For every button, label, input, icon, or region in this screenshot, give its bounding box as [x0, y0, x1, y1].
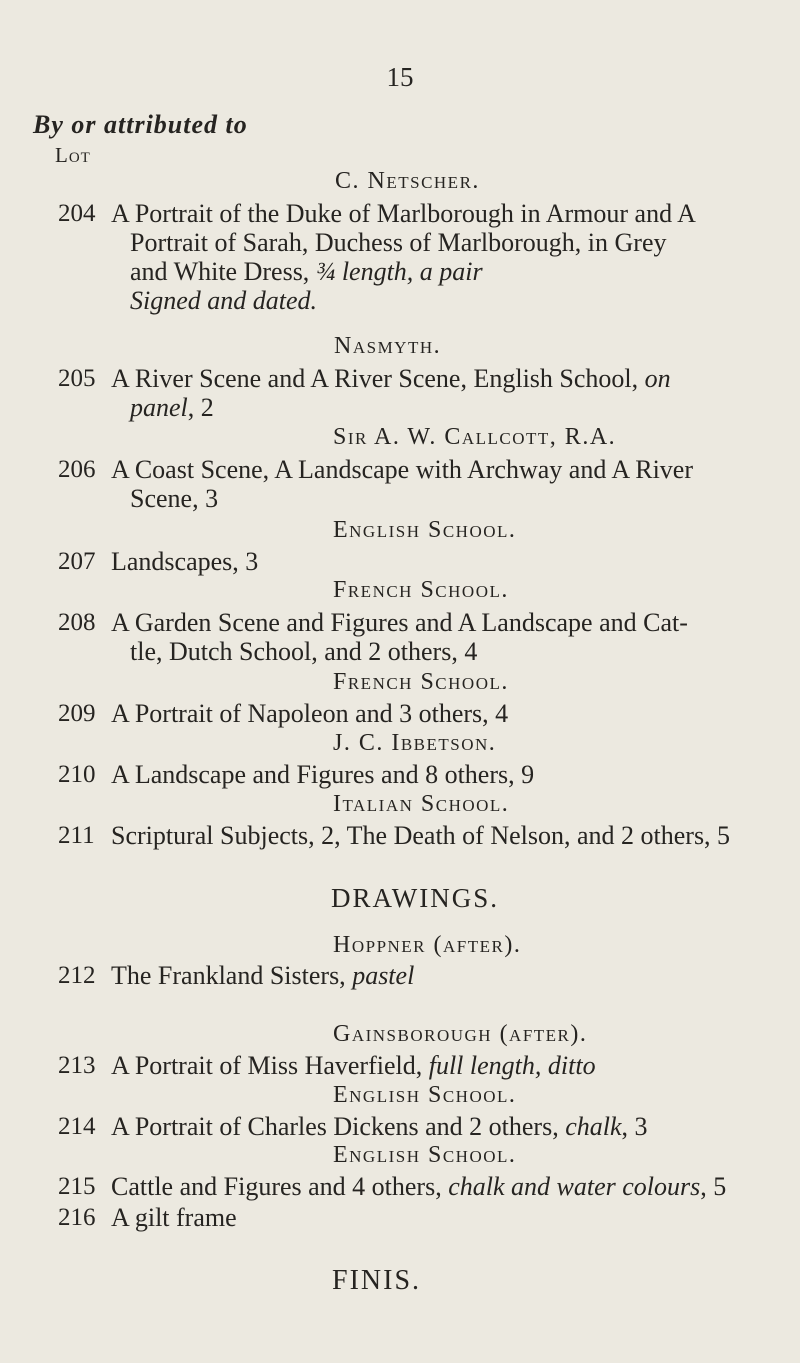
- lot-description: [111, 608, 791, 666]
- lot-medium-note: panel: [130, 393, 188, 422]
- lot-text-line: [111, 1172, 791, 1201]
- lot-text: A Portrait of Charles Dickens and 2 others,: [111, 1112, 566, 1141]
- lot-description: [111, 760, 791, 789]
- lot-text-line: A Portrait of Napoleon and 3 others, 4: [111, 699, 509, 728]
- artist-heading-italian-school: Italian School.: [333, 791, 510, 817]
- lot-number: 204: [58, 200, 96, 227]
- lot-description: [111, 1172, 791, 1201]
- lot-number: 208: [58, 609, 96, 636]
- lot-text-line: A Portrait of the Duke of Marlborough in Armour and A: [111, 199, 696, 228]
- lot-text: and White Dress,: [130, 257, 316, 286]
- lot-number: 211: [58, 822, 95, 849]
- artist-heading-french-school: French School.: [333, 577, 509, 603]
- lot-description: [111, 1112, 791, 1141]
- lot-text-line: A Garden Scene and Figures and A Landscape and Cat-: [111, 608, 688, 637]
- lot-number: 205: [58, 365, 96, 392]
- artist-heading-netscher: C. Netscher.: [335, 168, 480, 194]
- lot-text-line: A Landscape and Figures and 8 others, 9: [111, 760, 535, 789]
- lot-description: [111, 699, 791, 728]
- lot-description: [111, 821, 791, 850]
- page-heading: By or attributed to: [33, 110, 248, 139]
- artist-heading-english-school: English School.: [333, 1082, 517, 1108]
- lot-text: , 5: [700, 1172, 727, 1201]
- lot-text-line: Scriptural Subjects, 2, The Death of Nelson, and 2 others, 5: [111, 821, 731, 850]
- lot-number: 206: [58, 456, 96, 483]
- lot-text-line: [111, 961, 791, 990]
- lot-number: 212: [58, 962, 96, 989]
- lot-description: [111, 1203, 791, 1232]
- artist-heading-callcott: Sir A. W. Callcott, R.A.: [333, 424, 617, 450]
- lot-number: 213: [58, 1052, 96, 1079]
- lot-number: 215: [58, 1173, 96, 1200]
- lot-number: 210: [58, 761, 96, 788]
- artist-heading-french-school: French School.: [333, 669, 509, 695]
- lot-text-line: Scene, 3: [130, 484, 219, 513]
- lot-text-line: Portrait of Sarah, Duchess of Marlborough, in Grey: [130, 228, 667, 257]
- artist-heading-hoppner: Hoppner (after).: [333, 932, 522, 958]
- lot-description: [111, 1051, 791, 1080]
- lot-text: , 2: [187, 393, 214, 422]
- artist-heading-english-school: English School.: [333, 1142, 517, 1168]
- lot-text: A River Scene and A River Scene, English School,: [111, 364, 645, 393]
- lot-medium-note: chalk: [565, 1112, 622, 1141]
- lot-description: [111, 961, 791, 990]
- lot-text-line: [111, 393, 791, 422]
- lot-text-line: [111, 257, 791, 286]
- artist-heading-ibbetson: J. C. Ibbetson.: [333, 730, 497, 756]
- lot-text-line: [111, 1112, 791, 1141]
- lot-number: 207: [58, 548, 96, 575]
- finis-mark: FINIS.: [332, 1265, 422, 1296]
- lot-medium-note: full length, ditto: [428, 1051, 596, 1080]
- lot-text: The Frankland Sisters,: [111, 961, 353, 990]
- page-number: 15: [386, 62, 414, 92]
- lot-medium-note: pastel: [352, 961, 415, 990]
- lot-medium-note: chalk and water colours: [448, 1172, 701, 1201]
- lot-text-line: A gilt frame: [111, 1203, 237, 1232]
- lot-text-line: tle, Dutch School, and 2 others, 4: [130, 637, 478, 666]
- lot-text: A Portrait of Miss Haverfield,: [111, 1051, 429, 1080]
- lot-description: [111, 547, 791, 576]
- section-title-drawings: [0, 883, 800, 914]
- lot-number: 214: [58, 1113, 96, 1140]
- lot-medium-note: on: [644, 364, 671, 393]
- artist-heading-gainsborough: Gainsborough (after).: [333, 1021, 588, 1047]
- lot-text-line: Landscapes, 3: [111, 547, 259, 576]
- lot-text: , 3: [621, 1112, 648, 1141]
- artist-heading-nasmyth: Nasmyth.: [334, 333, 442, 359]
- lot-description: [111, 455, 791, 513]
- lot-description: [111, 199, 791, 315]
- lot-text-line: A Coast Scene, A Landscape with Archway and A River: [111, 455, 694, 484]
- lot-column-label: Lot: [55, 143, 91, 167]
- lot-number: 216: [58, 1204, 96, 1231]
- lot-number: 209: [58, 700, 96, 727]
- section-title-text: DRAWINGS.: [330, 883, 500, 913]
- lot-text-line: [111, 1051, 791, 1080]
- lot-text-line: [111, 364, 791, 393]
- lot-signed-note: Signed and dated.: [130, 286, 318, 315]
- lot-description: [111, 364, 791, 422]
- lot-text: Cattle and Figures and 4 others,: [111, 1172, 449, 1201]
- artist-heading-english-school: English School.: [333, 517, 517, 543]
- lot-medium-note: ¾ length, a pair: [315, 257, 483, 286]
